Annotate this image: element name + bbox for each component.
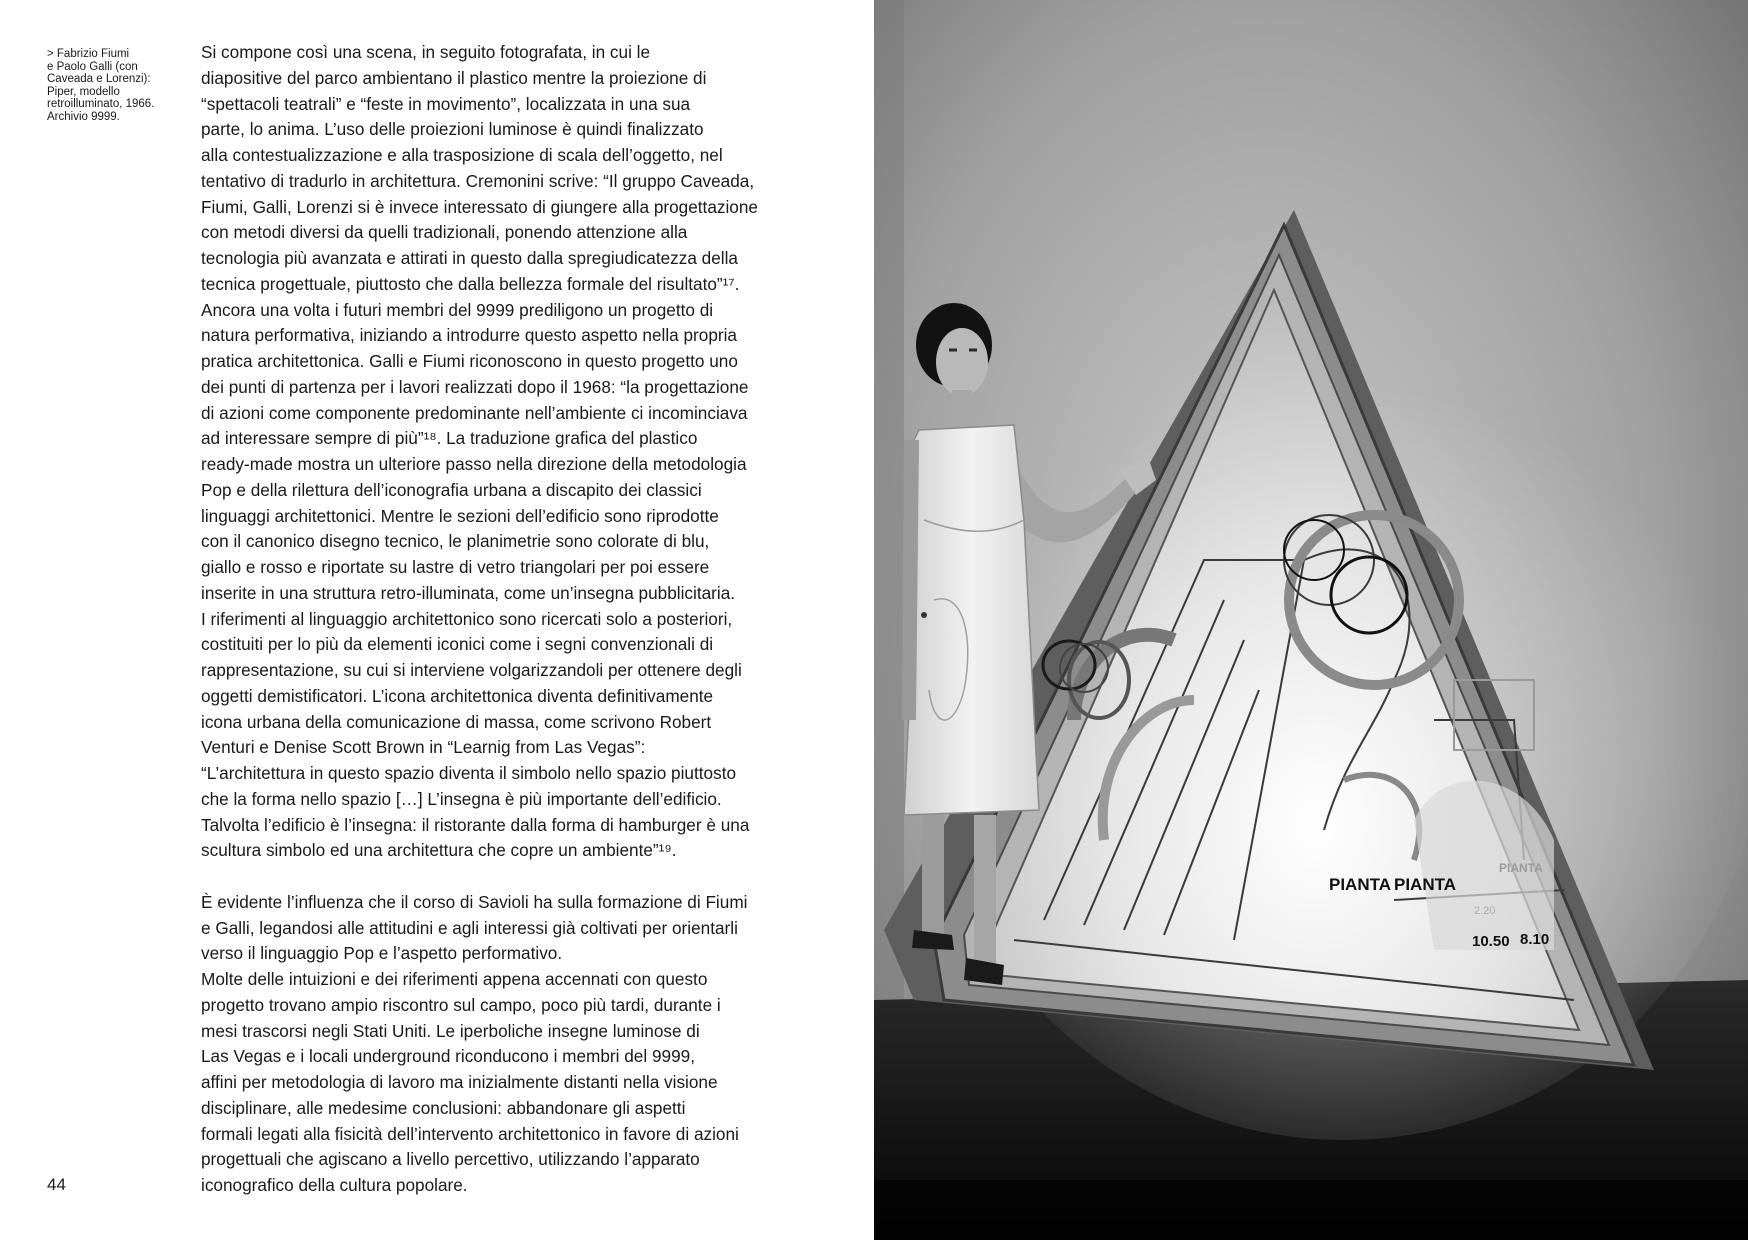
pianta-label: PIANTA: [1329, 875, 1392, 894]
text-line: mesi trascorsi negli Stati Uniti. Le iperboliche insegne luminose di: [201, 1020, 700, 1041]
text-line: affini per metodologia di lavoro ma inizialmente distanti nella visione: [201, 1072, 718, 1092]
page-number: 44: [47, 1175, 66, 1194]
text-line: formali legati alla fisicità dell’intervento architettonico in favore di azioni: [201, 1123, 739, 1144]
text-line: Talvolta l’edificio è l’insegna: il ristorante dalla forma di hamburger è una: [201, 814, 750, 835]
text-line: Venturi e Denise Scott Brown in “Learnig from Las Vegas”:: [201, 737, 646, 758]
text-line: Fiumi, Galli, Lorenzi si è invece interessato di giungere alla progettazione: [201, 196, 758, 217]
text-line: Ancora una volta i futuri membri del 9999 prediligono un progetto di: [201, 299, 714, 320]
caption-line: retroilluminato, 1966.: [47, 98, 155, 111]
text-line: tecnologia più avanzata e attirati in questo dalla spregiudicatezza della: [201, 248, 738, 268]
text-line: disciplinare, alle medesime conclusioni: abbandonare gli aspetti: [201, 1097, 686, 1118]
text-line: dei punti di partenza per i lavori realizzati dopo il 1968: “la progettazione: [201, 376, 749, 397]
caption-line: > Fabrizio Fiumi: [47, 48, 130, 60]
text-line: ready-made mostra un ulteriore passo nella direzione della metodologia: [201, 454, 747, 474]
text-line: diapositive del parco ambientano il plastico mentre la proiezione di: [201, 67, 707, 88]
text-line: verso il linguaggio Pop e l’aspetto performativo.: [201, 943, 563, 964]
photo-illustration: [874, 0, 1748, 1240]
text-line: progetto trovano ampio riscontro sul campo, poco più tardi, durante i: [201, 994, 721, 1015]
text-line: inserite in una struttura retro-illuminata, come un’insegna pubblicitaria.: [201, 582, 736, 603]
text-line: tecnica progettuale, piuttosto che dalla bellezza formale del risultato”¹⁷.: [201, 273, 740, 294]
text-line: con il canonico disegno tecnico, le planimetrie sono colorate di blu,: [201, 531, 710, 552]
text-line: oggetti demistificatori. L’icona architettonica diventa definitivamente: [201, 685, 714, 706]
caption-line: Archivio 9999.: [47, 110, 120, 123]
pianta-label: PIANTA: [1499, 861, 1543, 875]
text-line: ad interessare sempre di più”¹⁸. La traduzione grafica del plastico: [201, 428, 698, 449]
text-line: icona urbana della comunicazione di massa, come scrivono Robert: [201, 711, 712, 732]
text-line: “spettacoli teatrali” e “feste in movimento”, localizzata in una sua: [201, 93, 691, 114]
text-line: alla contestualizzazione e alla trasposizione di scala dell’oggetto, nel: [201, 145, 723, 165]
text-line: progettuali che agiscano a livello percettivo, utilizzando l’apparato: [201, 1149, 700, 1170]
text-line: di azioni come componente predominante nell’ambiente ci incominciava: [201, 402, 748, 423]
scale-label: 2.20: [1474, 905, 1496, 917]
text-line: parte, lo anima. L’uso delle proiezioni luminose è quindi finalizzato: [201, 119, 704, 140]
text-line: con metodi diversi da quelli tradizionali, ponendo attenzione alla: [201, 222, 688, 243]
text-line: che la forma nello spazio […] L’insegna è più importante dell’edificio.: [201, 788, 722, 809]
text-line: Molte delle intuizioni e dei riferimenti appena accennati con questo: [201, 969, 708, 989]
pianta-label: PIANTA: [1394, 875, 1457, 894]
paragraph-2: [201, 890, 801, 1199]
caption-line: Caveada e Lorenzi):: [47, 73, 151, 86]
text-line: Si compone così una scena, in seguito fotografata, in cui le: [201, 42, 651, 62]
figure-caption: [47, 48, 177, 124]
floor-vignette: [874, 1180, 1748, 1240]
text-line: natura performativa, iniziando a introdurre questo aspetto nella propria: [201, 325, 737, 346]
text-line: linguaggi architettonici. Mentre le sezioni dell’edificio sono riprodotte: [201, 505, 719, 526]
text-line: iconografico della cultura popolare.: [201, 1175, 468, 1195]
text-line: rappresentazione, su cui si interviene volgarizzandoli per ottenere degli: [201, 660, 742, 680]
text-line: Pop e della rilettura dell’iconografia urbana a discapito dei classici: [201, 479, 702, 500]
text-line: scultura simbolo ed una architettura che copre un ambiente”¹⁹.: [201, 840, 677, 861]
scale-label: 8.10: [1520, 931, 1550, 948]
text-line: È evidente l’influenza che il corso di Savioli ha sulla formazione di Fiumi: [201, 891, 748, 912]
text-line: costituiti per lo più da elementi iconici come i segni convenzionali di: [201, 634, 714, 655]
text-line: pratica architettonica. Galli e Fiumi riconoscono in questo progetto uno: [201, 351, 738, 371]
body-text: [201, 40, 801, 1199]
wall-corner-shadow: [874, 0, 904, 1000]
scale-label: 10.50: [1472, 933, 1510, 950]
paragraph-1: [201, 40, 801, 864]
archival-photo: [874, 0, 1748, 1240]
paragraph-gap: [201, 864, 801, 890]
text-line: Las Vegas e i locali underground riconducono i membri del 9999,: [201, 1046, 695, 1067]
caption-line: Piper, modello: [47, 85, 120, 98]
text-line: giallo e rosso e riportate su lastre di vetro triangolari per poi essere: [201, 557, 710, 577]
text-line: I riferimenti al linguaggio architettonico sono ricercati solo a posteriori,: [201, 608, 733, 629]
caption-line: e Paolo Galli (con: [47, 60, 138, 73]
text-line: tentativo di tradurlo in architettura. Cremonini scrive: “Il gruppo Caveada,: [201, 170, 755, 191]
text-line: “L’architettura in questo spazio diventa il simbolo nello spazio piuttosto: [201, 763, 737, 783]
text-line: e Galli, legandosi alle attitudini e agli interessi già coltivati per orientarli: [201, 917, 738, 938]
